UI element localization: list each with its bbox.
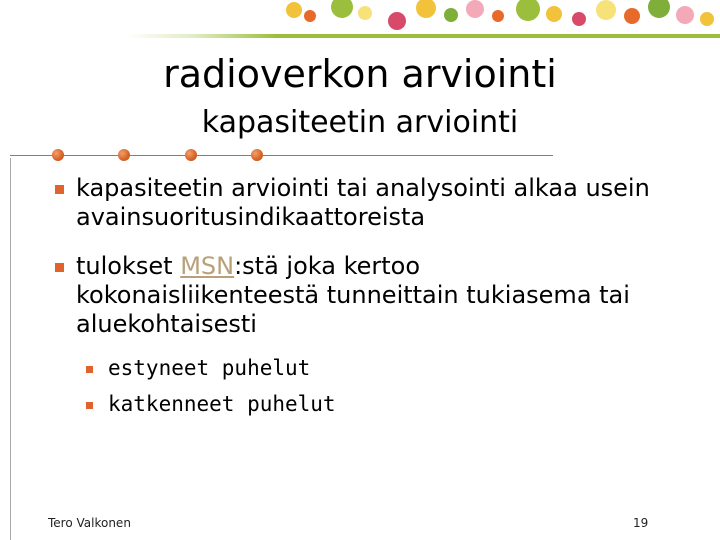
bullet-square-icon xyxy=(55,263,64,272)
bullet-square-icon xyxy=(86,366,93,373)
sub-bullet-text: estyneet puhelut xyxy=(108,356,311,380)
bullet-text-line: kokonaisliikenteestä tunneittain tukiasema tai xyxy=(76,281,630,309)
bullet-text-prefix: tulokset xyxy=(76,252,181,280)
msn-link[interactable]: MSN xyxy=(180,252,235,280)
bullet-text-suffix: :stä joka kertoo xyxy=(234,252,421,280)
bullet-text-line xyxy=(76,252,676,281)
bullet-square-icon xyxy=(55,185,64,194)
footer-author: Tero Valkonen xyxy=(48,516,131,530)
slide-title: radioverkon arviointi xyxy=(163,52,557,96)
bullet-square-icon xyxy=(86,402,93,409)
page-number: 19 xyxy=(633,516,649,530)
slide-subtitle: kapasiteetin arviointi xyxy=(201,105,519,140)
bullet-text-line: aluekohtaisesti xyxy=(76,310,257,338)
bullet-text-line: kapasiteetin arviointi tai analysointi alkaa usein xyxy=(76,174,650,202)
sub-bullet-text: katkenneet puhelut xyxy=(108,392,336,416)
bullet-text-line: avainsuoritusindikaattoreista xyxy=(76,203,426,231)
